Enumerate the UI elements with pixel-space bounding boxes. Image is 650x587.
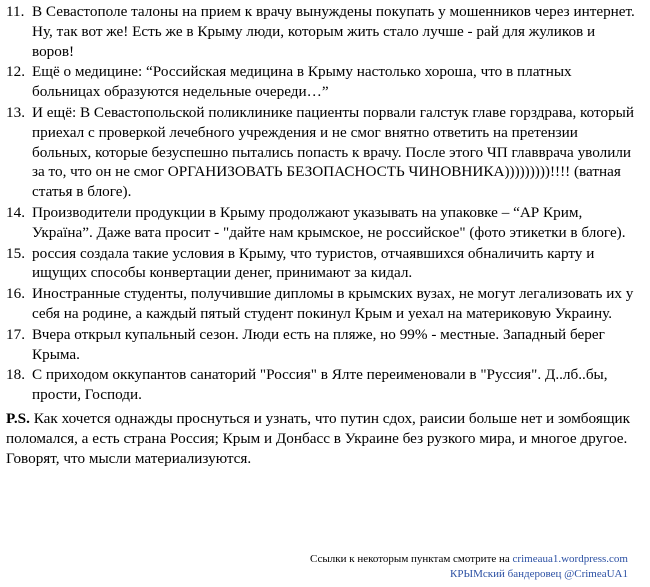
footer-links-line (310, 552, 628, 567)
list-item (6, 284, 646, 324)
blog-link[interactable]: crimeaua1.wordpress.com (512, 553, 628, 565)
list-item (6, 203, 646, 243)
list-item (6, 325, 646, 365)
list-item (6, 103, 646, 202)
list-item (6, 365, 646, 405)
list-item-number: 17. (6, 325, 25, 343)
list-item-text: Производители продукции в Крыму продолжают указывать на упаковке – “АР Крим, Україна”. Даже вата просит - "дайте нам крымское, не российское" (фото этикетки в блоге). (32, 203, 626, 241)
list-item-number: 18. (6, 366, 25, 384)
postscript-text: Как хочется однажды проснуться и узнать, что путин сдох, раисии больше нет и зомбоящик поломался, а есть страна Россия; Крым и Донбасс в Украине без рузкого мира, и многое другое. Говорят, что мысли материализуются. (6, 409, 631, 467)
list-item-text: россия создала такие условия в Крыму, что туристов, отчаявшихся обналичить карту и ищущих способы конвертации денег, принимают за кидал. (32, 244, 595, 282)
document-body (6, 2, 646, 468)
list-item (6, 244, 646, 284)
list-item-text: В Севастополе талоны на прием к врачу вынуждены покупать у мошенников через интернет. Ну, так вот же! Есть же в Крыму люди, которым жить стало лучше - рай для жуликов и воров! (32, 3, 635, 60)
list-item-text: И ещё: В Севастопольской поликлинике пациенты порвали галстук главе горздрава, который приехал с проверкой лечебного учреждения и не смог внятно ответить на претензии больных, которые безуспешно пытались попасть к врачу. После этого ЧП главврача уволили за то, что он не смог ОРГАНИЗОВАТЬ БЕЗОПАСНОСТЬ ЧИНОВНИКА)))))))))!!!! (ватная статья в блоге). (32, 103, 635, 201)
footer-links-prefix: Ссылки к некоторым пунктам смотрите на (310, 553, 513, 565)
list-item-text: Иностранные студенты, получившие дипломы в крымских вузах, не могут легализовать их у себя на родине, а каждый пятый студент покинул Крым и уехал на материковую Украину. (32, 285, 634, 322)
list-item (6, 62, 646, 102)
list-item-number: 11. (6, 3, 25, 20)
list-item-number: 15. (6, 244, 25, 262)
postscript-label: P.S. (6, 409, 30, 427)
list-item-number: 13. (6, 103, 25, 121)
postscript (6, 409, 646, 468)
list-item-text: Вчера открыл купальный сезон. Люди есть на пляже, но 99% - местные. Западный берег Крыма. (32, 325, 605, 363)
numbered-list (6, 2, 646, 405)
list-item-number: 12. (6, 63, 25, 81)
list-item-number: 16. (6, 285, 25, 303)
list-item-number: 14. (6, 203, 25, 221)
list-item-text: С приходом оккупантов санаторий "Россия" в Ялте переименовали в "Руссия". Д..лб..бы, прости, Господи. (32, 366, 608, 404)
list-item-text: Ещё о медицине: “Российская медицина в Крыму настолько хороша, что в платных больницах образуются недельные очереди…” (32, 63, 572, 101)
footer (310, 552, 628, 582)
author-signature[interactable]: КРЫМский бандеровец @CrimeaUA1 (450, 568, 628, 580)
list-item (6, 2, 646, 61)
